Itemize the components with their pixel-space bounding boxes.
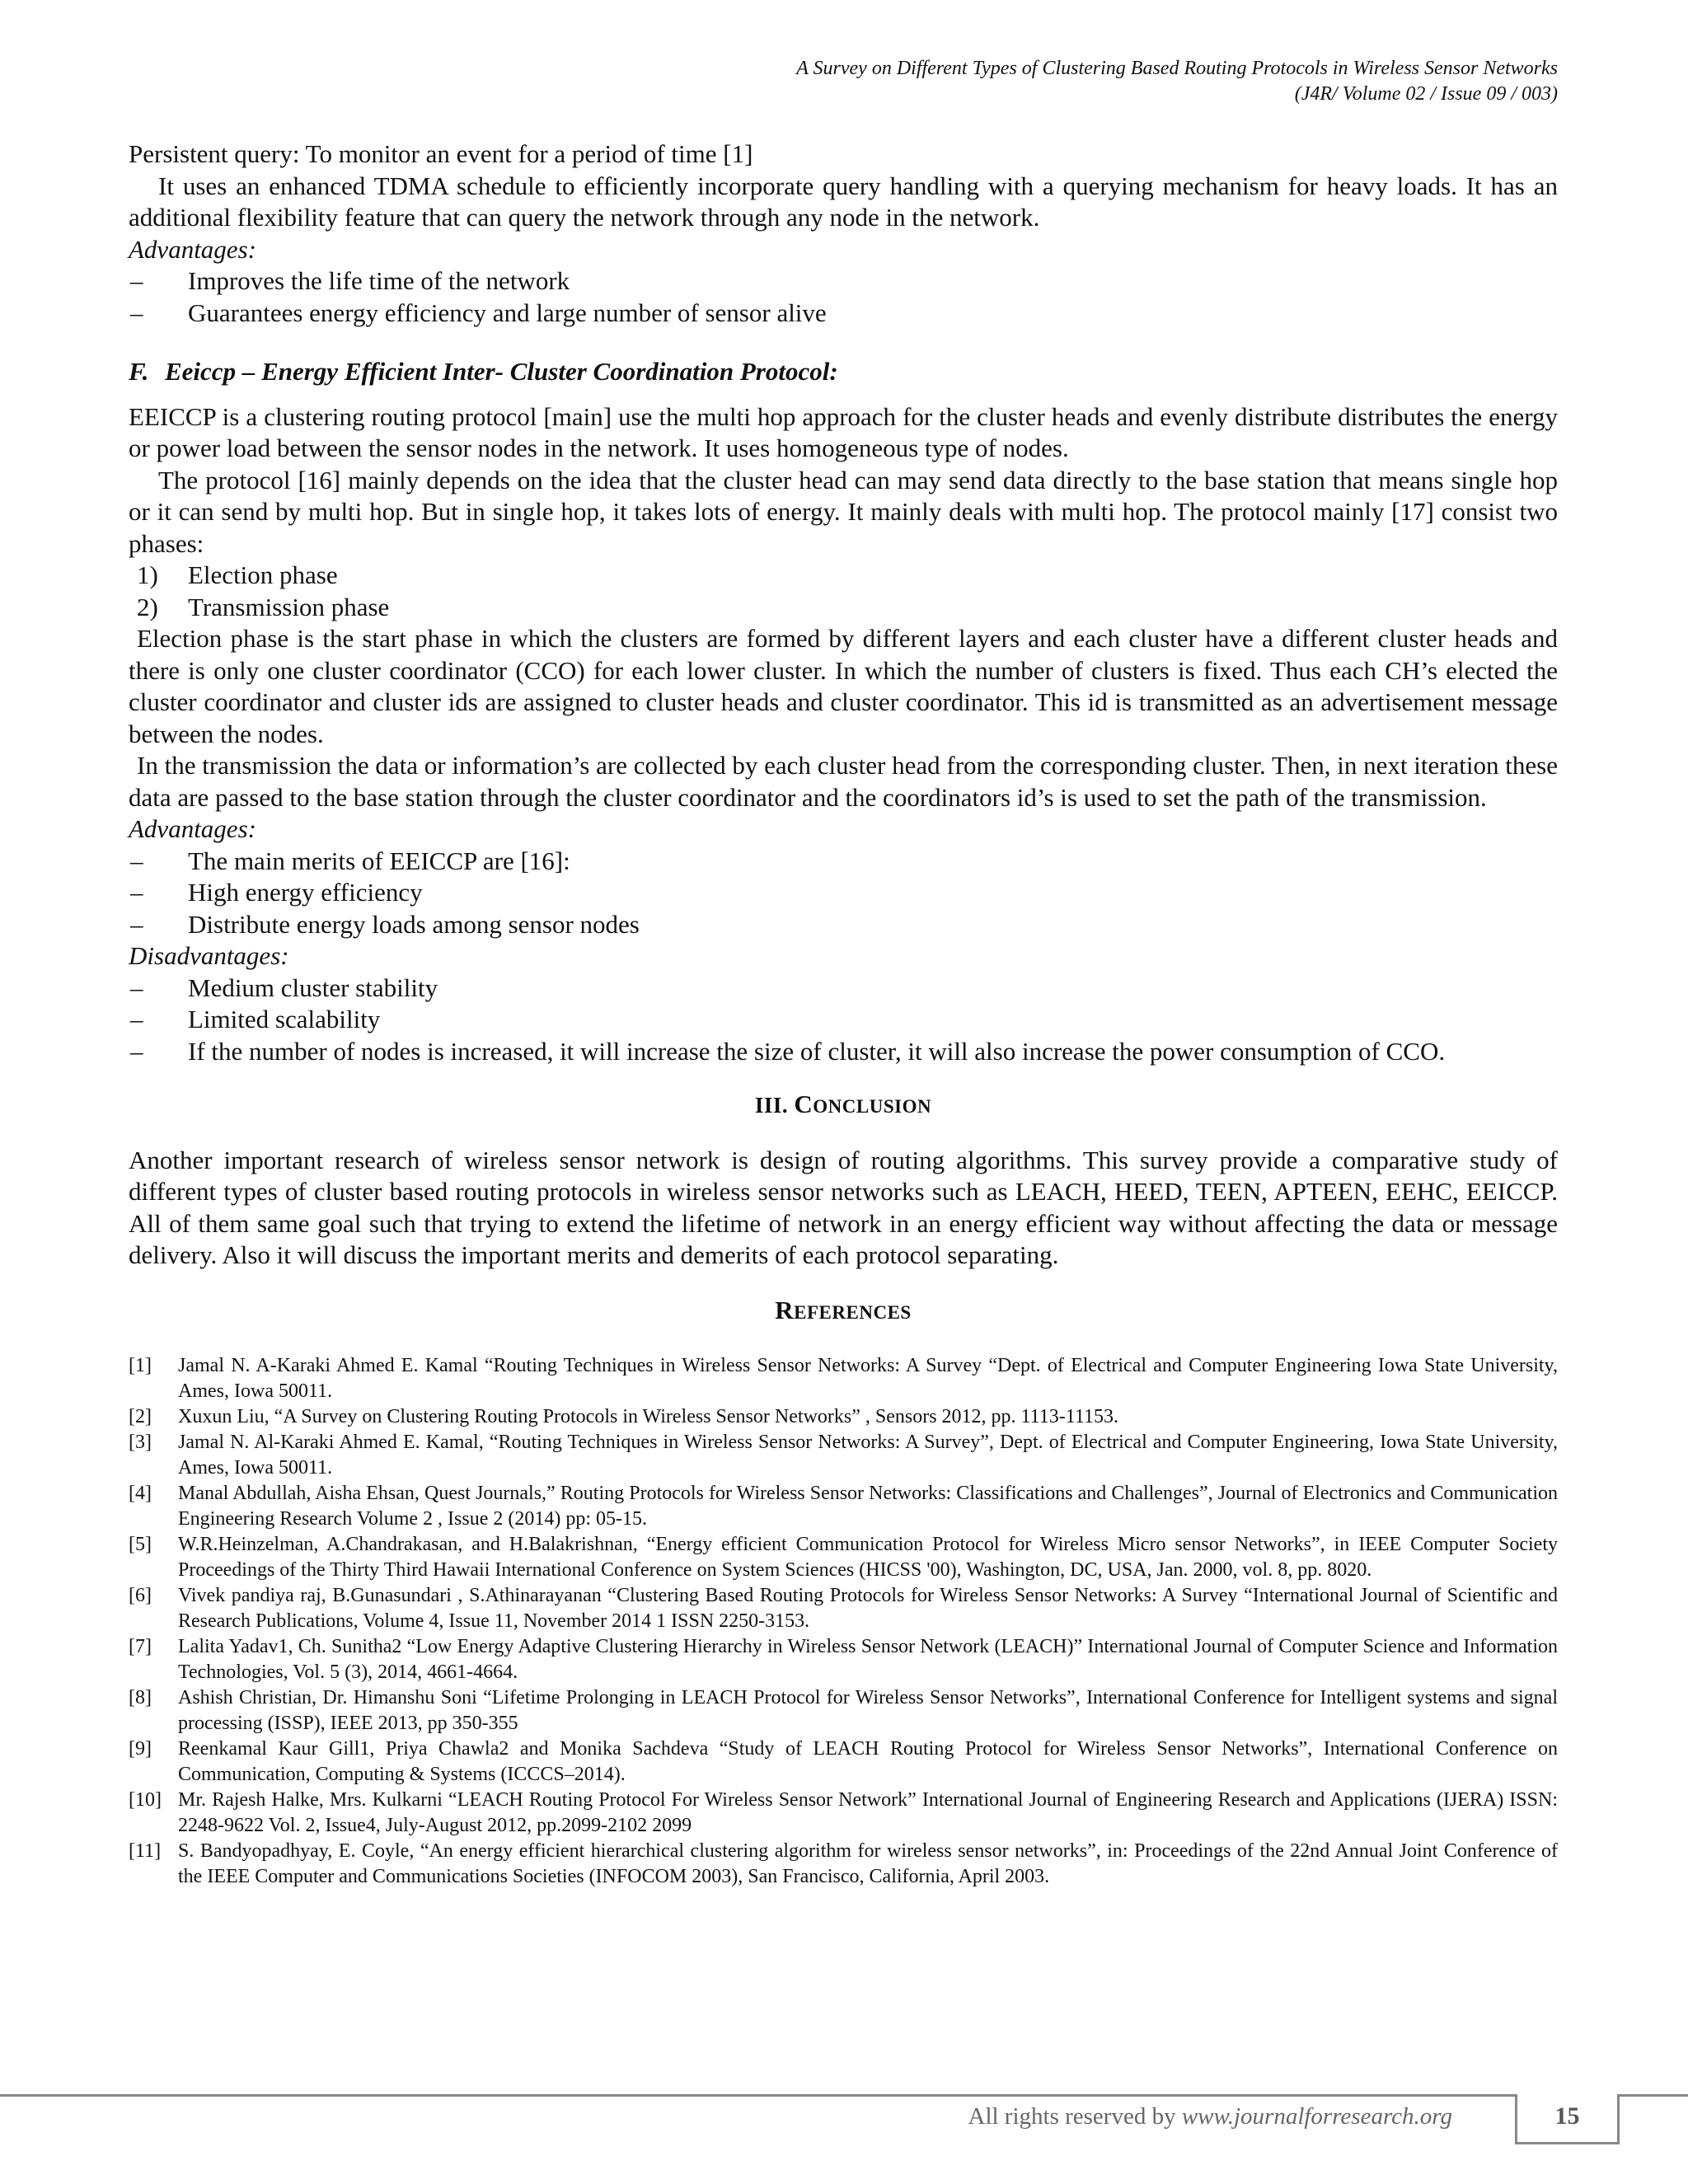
reference-text: Manal Abdullah, Aisha Ehsan, Quest Journals,” Routing Protocols for Wireless Sensor Networks: Classifications and Challenges”, Journal of Electronics and Communication Engineering Research Volume 2 , Issue 2 (2014) pp: 05-15. xyxy=(178,1483,1558,1530)
reference-item xyxy=(129,1532,1558,1583)
reference-text: Vivek pandiya raj, B.Gunasundari , S.Athinarayanan “Clustering Based Routing Protocols for Wireless Sensor Networks: A Survey “International Journal of Scientific and Research Publications, Volume 4, Issue 11, November 2014 1 ISSN 2250-3153. xyxy=(178,1585,1558,1632)
heading-initial: R xyxy=(775,1295,795,1324)
footer-rights xyxy=(968,2103,1453,2130)
references-heading xyxy=(129,1295,1558,1329)
reference-item xyxy=(129,1430,1558,1481)
reference-number: [3] xyxy=(129,1432,152,1453)
eeiccp-paragraph-2: The protocol [16] mainly depends on the idea that the cluster head can may send data directly to the base station that means single hop or it can send by multi hop. But in single hop, it takes lots of energy. It mainly deals with multi hop. The protocol mainly [17] consist two phases: xyxy=(129,465,1558,558)
footer-rule xyxy=(0,2094,1515,2097)
running-header xyxy=(796,56,1558,107)
reference-number: [6] xyxy=(129,1585,152,1606)
reference-number: [5] xyxy=(129,1534,152,1555)
header-title: A Survey on Different Types of Clustering Based Routing Protocols in Wireless Sensor Networks xyxy=(796,58,1558,79)
reference-number: [2] xyxy=(129,1406,152,1427)
heading-rest: EFERENCES xyxy=(794,1301,912,1323)
conclusion-heading xyxy=(129,1089,1558,1123)
reference-text: Xuxun Liu, “A Survey on Clustering Routing Protocols in Wireless Sensor Networks” , Sensors 2012, pp. 1113-11153. xyxy=(178,1406,1118,1427)
election-phase-paragraph: Election phase is the start phase in which the clusters are formed by different layers and each cluster have a different cluster heads and there is only one cluster coordinator (CCO) for each lower cluster. In which the number of clusters is fixed. Thus each CH’s elected the cluster coordinator and cluster ids are assigned to cluster heads and cluster coordinator. This id is transmitted as an advertisement message between the nodes. xyxy=(129,624,1558,748)
reference-text: W.R.Heinzelman, A.Chandrakasan, and H.Balakrishnan, “Energy efficient Communication Protocol for Wireless Micro sensor Networks”, in IEEE Computer Society Proceedings of the Thirty Third Hawaii International Conference on System Sciences (HICSS '00), Washington, DC, USA, Jan. 2000, vol. 8, pp. 8020. xyxy=(178,1534,1558,1581)
persistent-query-paragraph: Persistent query: To monitor an event for a period of time [1] xyxy=(129,139,753,168)
footer-rights-label: All rights reserved by xyxy=(968,2103,1182,2130)
reference-item xyxy=(129,1353,1558,1404)
advantages-label: Advantages: xyxy=(129,234,256,264)
reference-item xyxy=(129,1634,1558,1685)
reference-text: S. Bandyopadhyay, E. Coyle, “An energy efficient hierarchical clustering algorithm for wireless sensor networks”, in: Proceedings of the 22nd Annual Joint Conference of the IEEE Computer and Communications Societies (INFOCOM 2003), San Francisco, California, April 2003. xyxy=(178,1840,1558,1887)
phases-list xyxy=(129,560,1558,623)
list-item: – Distribute energy loads among sensor nodes xyxy=(129,909,1558,941)
reference-number: [4] xyxy=(129,1483,152,1504)
reference-number: [8] xyxy=(129,1687,152,1708)
footer-website-link[interactable]: www.journalforresearch.org xyxy=(1181,2103,1452,2130)
reference-item xyxy=(129,1839,1558,1890)
list-text: Transmission phase xyxy=(188,592,390,621)
list-item xyxy=(129,560,1558,592)
list-text: Election phase xyxy=(188,560,338,589)
reference-number: [10] xyxy=(129,1789,162,1811)
reference-text: Mr. Rajesh Halke, Mrs. Kulkarni “LEACH Routing Protocol For Wireless Sensor Network” International Journal of Engineering Research and Applications (IJERA) ISSN: 2248-9622 Vol. 2, Issue4, July-August 2012, pp.2099-2102 2099 xyxy=(178,1789,1558,1836)
reference-item xyxy=(129,1583,1558,1634)
intro-advantages-list xyxy=(129,265,1558,329)
page-number: 15 xyxy=(1515,2094,1620,2144)
list-item: – Limited scalability xyxy=(129,1004,1558,1036)
section-f-title: Eeiccp – Energy Efficient Inter- Cluster Coordination Protocol: xyxy=(165,357,838,386)
reference-number: [7] xyxy=(129,1636,152,1657)
reference-text: Jamal N. A-Karaki Ahmed E. Kamal “Routing Techniques in Wireless Sensor Networks: A Survey “Dept. of Electrical and Computer Engineering Iowa State University, Ames, Iowa 50011. xyxy=(178,1355,1558,1402)
references-list xyxy=(129,1353,1558,1890)
list-item: – High energy efficiency xyxy=(129,877,1558,909)
reference-text: Lalita Yadav1, Ch. Sunitha2 “Low Energy Adaptive Clustering Hierarchy in Wireless Sensor Network (LEACH)” International Journal of Computer Science and Information Technologies, Vol. 5 (3), 2014, 4661-4664. xyxy=(178,1636,1558,1683)
reference-text: Reenkamal Kaur Gill1, Priya Chawla2 and Monika Sachdeva “Study of LEACH Routing Protocol for Wireless Sensor Networks”, International Conference on Communication, Computing & Systems (ICCCS–2014). xyxy=(178,1738,1558,1785)
footer-rule-right xyxy=(1617,2094,1688,2097)
list-number: 1) xyxy=(137,560,158,589)
reference-item xyxy=(129,1685,1558,1736)
advantages-label: Advantages: xyxy=(129,814,256,843)
section-f-letter: F. xyxy=(129,357,149,386)
page-body xyxy=(129,138,1558,1890)
reference-text: Ashish Christian, Dr. Himanshu Soni “Lifetime Prolonging in LEACH Protocol for Wireless Sensor Networks”, International Conference for Intelligent systems and signal processing (ISSP), IEEE 2013, pp 350-355 xyxy=(178,1687,1558,1734)
list-number: 2) xyxy=(137,592,158,621)
disadvantages-label: Disadvantages: xyxy=(129,941,289,970)
list-item: – Medium cluster stability xyxy=(129,972,1558,1005)
section-number: III. xyxy=(754,1093,789,1118)
reference-number: [1] xyxy=(129,1355,152,1376)
reference-text: Jamal N. Al-Karaki Ahmed E. Kamal, “Routing Techniques in Wireless Sensor Networks: A Survey”, Dept. of Electrical and Computer Engineering, Iowa State University, Ames, Iowa 50011. xyxy=(178,1432,1558,1479)
reference-item xyxy=(129,1736,1558,1788)
eeiccp-paragraph-1: EEICCP is a clustering routing protocol [main] use the multi hop approach for the cluster heads and evenly distribute distributes the energy or power load between the sensor nodes in the network. It uses homogeneous type of nodes. xyxy=(129,401,1558,462)
transmission-phase-paragraph: In the transmission the data or information’s are collected by each cluster head from the corresponding cluster. Then, in next iteration these data are passed to the base station through the cluster coordinator and the coordinators id’s is used to set the path of the transmission. xyxy=(129,751,1558,812)
reference-item xyxy=(129,1788,1558,1839)
section-f-heading xyxy=(129,356,1558,388)
list-item: – The main merits of EEICCP are [16]: xyxy=(129,846,1558,878)
list-item: – Improves the life time of the network xyxy=(129,265,1558,298)
list-item xyxy=(129,592,1558,624)
list-item: – Guarantees energy efficiency and large number of sensor alive xyxy=(129,298,1558,330)
eeiccp-advantages-list xyxy=(129,846,1558,941)
heading-initial: C xyxy=(794,1090,814,1118)
list-item: – If the number of nodes is increased, it will increase the size of cluster, it will also increase the power consumption of CCO. xyxy=(129,1036,1558,1068)
tdma-paragraph: It uses an enhanced TDMA schedule to efficiently incorporate query handling with a querying mechanism for heavy loads. It has an additional flexibility feature that can query the network through any node in the network. xyxy=(129,171,1558,232)
eeiccp-disadvantages-list xyxy=(129,972,1558,1068)
reference-number: [11] xyxy=(129,1840,162,1862)
reference-number: [9] xyxy=(129,1738,152,1760)
header-issue: (J4R/ Volume 02 / Issue 09 / 003) xyxy=(1294,83,1558,105)
reference-item xyxy=(129,1481,1558,1532)
heading-rest: ONCLUSION xyxy=(813,1096,932,1117)
conclusion-paragraph: Another important research of wireless sensor network is design of routing algorithms. This survey provide a comparative study of different types of cluster based routing protocols in wireless sensor networks such as LEACH, HEED, TEEN, APTEEN, EEHC, EEICCP. All of them same goal such that trying to extend the lifetime of network in an energy efficient way without affecting the data or message delivery. Also it will discuss the important merits and demerits of each protocol separating. xyxy=(129,1145,1558,1269)
reference-item xyxy=(129,1404,1558,1430)
